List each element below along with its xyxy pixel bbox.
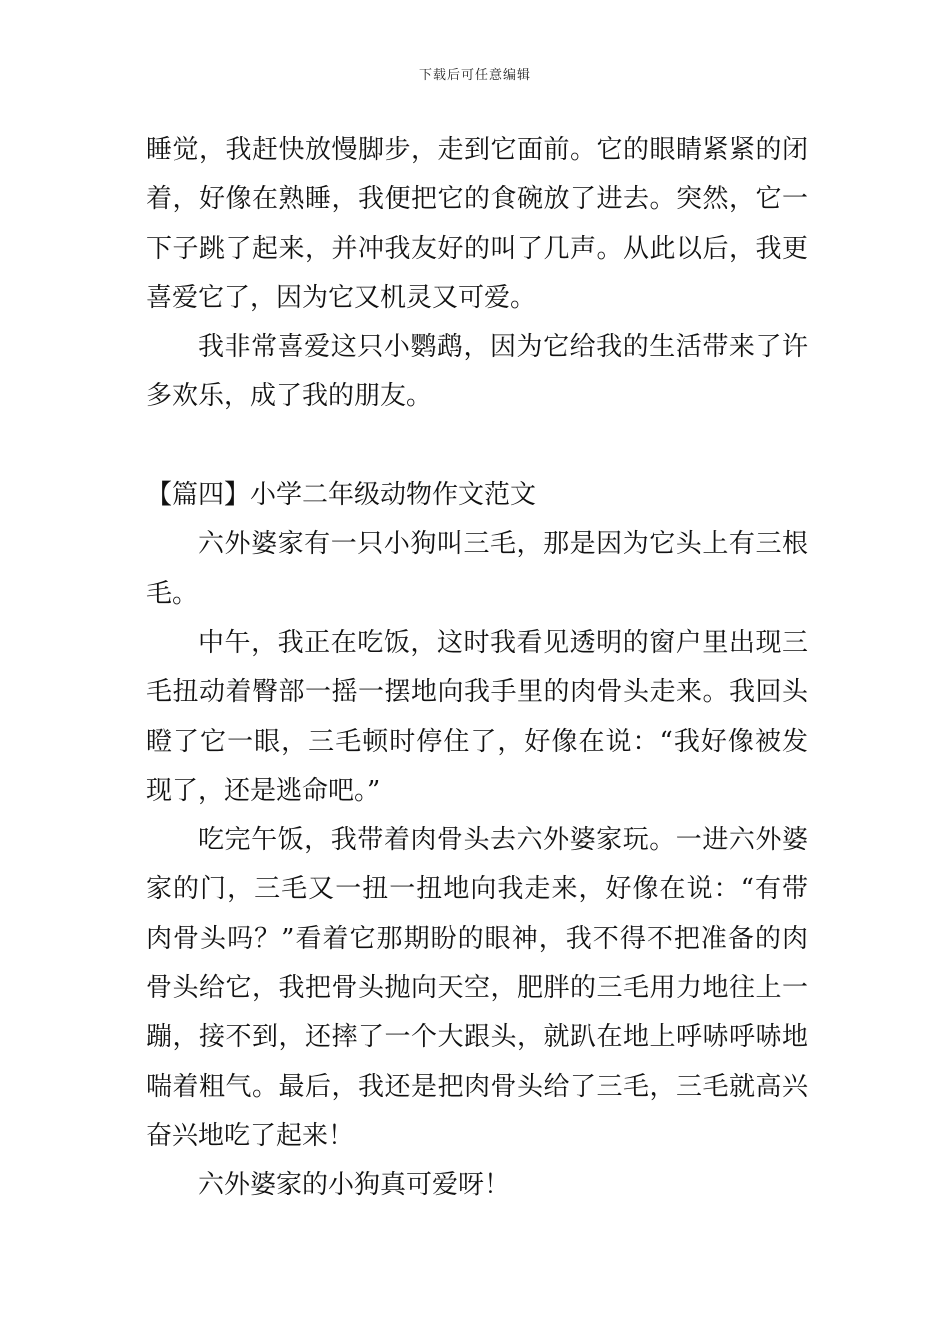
text-line: 现了，还是逃命吧。” [146,775,381,806]
text-line: 喜爱它了，因为它又机灵又可爱。 [146,282,537,313]
text-line: 着，好像在熟睡，我便把它的食碗放了进去。突然，它一 [146,184,808,215]
blank-line [146,422,808,471]
text-line: 奋兴地吃了起来！ [146,1120,355,1151]
text-line: 喘着粗气。最后，我还是把肉骨头给了三毛，三毛就高兴 [146,1071,808,1102]
text-line: 蹦，接不到，还摔了一个大跟头，就趴在地上呼哧呼哧地 [146,1022,808,1053]
text-line: 中午，我正在吃饭，这时我看见透明的窗户里出现三 [198,627,808,658]
text-line: 六外婆家的小狗真可爱呀！ [198,1170,511,1201]
text-line: 家的门，三毛又一扭一扭地向我走来，好像在说：“有带 [146,874,808,905]
page-header: 下载后可任意编辑 [418,68,531,83]
text-line: 我非常喜爱这只小鹦鹉，因为它给我的生活带来了许 [198,332,808,363]
text-line: 睡觉，我赶快放慢脚步，走到它面前。它的眼睛紧紧的闭 [146,135,808,165]
text-line: 骨头给它，我把骨头抛向天空，肥胖的三毛用力地往上一 [146,973,808,1004]
text-line: 下子跳了起来，并冲我友好的叫了几声。从此以后，我更 [146,233,808,264]
text-line: 毛。 [146,578,199,609]
text-line: 多欢乐，成了我的朋友。 [146,381,433,412]
text-line: 六外婆家有一只小狗叫三毛，那是因为它头上有三根 [198,529,808,560]
text-line: 瞪了它一眼，三毛顿时停住了，好像在说：“我好像被发 [146,726,808,757]
document-body [146,126,808,1211]
section-heading: 【篇四】小学二年级动物作文范文 [146,480,537,511]
text-line: 吃完午饭，我带着肉骨头去六外婆家玩。一进六外婆 [198,825,808,856]
text-line: 肉骨头吗？”看着它那期盼的眼神，我不得不把准备的肉 [146,923,808,954]
text-line: 毛扭动着臀部一摇一摆地向我手里的肉骨头走来。我回头 [146,677,808,708]
